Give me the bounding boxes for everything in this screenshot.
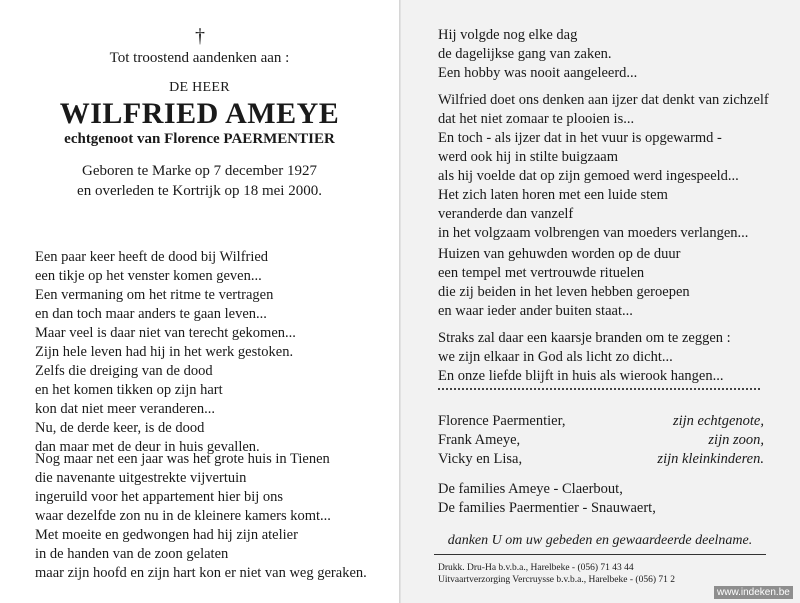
family-member-relation: zijn zoon, [708, 432, 764, 448]
family-member-name: Florence Paermentier, [438, 413, 566, 429]
watermark: www.indeken.be [714, 586, 793, 599]
verse-line: een tempel met vertrouwde rituelen [438, 265, 645, 281]
verse-line: dan maar met de deur in huis gevallen. [35, 439, 260, 455]
verse-line: En onze liefde blijft in huis als wierook hangen... [438, 368, 724, 384]
death-line: en overleden te Kortrijk op 18 mei 2000. [77, 183, 322, 199]
verse-line: maar zijn hoofd en zijn hart kon er niet van weg geraken. [35, 565, 367, 581]
verse-line: werd ook hij in stilte buigzaam [438, 149, 619, 165]
spouse-line: echtgenoot van Florence PAERMENTIER [64, 131, 335, 147]
verse-line: en het komen tikken op zijn hart [35, 382, 223, 398]
verse-line: Hij volgde nog elke dag [438, 27, 578, 43]
right-verse-1 [438, 26, 637, 83]
thanks-rule [434, 554, 766, 555]
verse-line: Een paar keer heeft de dood bij Wilfried [35, 249, 269, 265]
verse-line: Huizen van gehuwden worden op de duur [438, 246, 681, 262]
right-verse-4 [438, 329, 731, 386]
honorific: DE HEER [169, 80, 230, 95]
family-member-row [438, 413, 764, 432]
verse-line: Nu, de derde keer, is de dood [35, 420, 205, 436]
family-member-name: Frank Ameye, [438, 432, 521, 448]
verse-line: de dagelijkse gang van zaken. [438, 46, 612, 62]
verse-line: Straks zal daar een kaarsje branden om te zeggen : [438, 330, 731, 346]
right-verse-3 [438, 245, 690, 321]
families-line: De families Ameye - Claerbout, [438, 481, 623, 497]
verse-line: Een hobby was nooit aangeleerd... [438, 65, 638, 81]
verse-line: Nog maar net een jaar was het grote huis in Tienen [35, 451, 330, 467]
family-member-relation: zijn echtgenote, [672, 413, 764, 429]
verse-line: we zijn elkaar in God als licht zo dicht... [438, 349, 673, 365]
page-fold [399, 0, 401, 603]
verse-line: Zijn hele leven had hij in het werk gestoken. [35, 344, 294, 360]
left-verse-2 [35, 450, 367, 583]
left-page [0, 0, 399, 603]
verse-line: En toch - als ijzer dat in het vuur is opgewarmd - [438, 130, 722, 146]
verse-line: veranderde dan vanzelf [438, 206, 574, 222]
dotted-divider [438, 388, 760, 390]
family-member-name: Vicky en Lisa, [438, 451, 523, 467]
verse-line: kon dat niet meer veranderen... [35, 401, 215, 417]
cross-icon: † [195, 25, 205, 47]
family-member-relation: zijn kleinkinderen. [657, 451, 764, 467]
verse-line: een tikje op het venster komen geven... [35, 268, 262, 284]
intro-line: Tot troostend aandenken aan : [109, 50, 290, 66]
verse-line: in de handen van de zoon gelaten [35, 546, 229, 562]
verse-line: Zelfs die dreiging van de dood [35, 363, 213, 379]
verse-line: als hij voelde dat op zijn gemoed werd ingespeeld... [438, 168, 739, 184]
verse-line: Met moeite en gedwongen had hij zijn atelier [35, 527, 298, 543]
verse-line: Een vermaning om het ritme te vertragen [35, 287, 274, 303]
family-member-row [438, 432, 764, 451]
verse-line: die zij beiden in het leven hebben geroepen [438, 284, 690, 300]
families-line: De families Paermentier - Snauwaert, [438, 500, 656, 516]
verse-line: ingeruild voor het appartement hier bij ons [35, 489, 284, 505]
verse-line: Maar veel is daar niet van terecht gekomen... [35, 325, 296, 341]
thanks-line: danken U om uw gebeden en gewaardeerde deelname. [447, 533, 753, 548]
verse-line: waar dezelfde zon nu in de kleinere kamers komt... [35, 508, 331, 524]
verse-line: dat het niet zomaar te plooien is... [438, 111, 635, 127]
funeral-service-credit: Uitvaartverzorging Vercruysse b.v.b.a., Harelbeke - (056) 71 2 [438, 575, 675, 585]
birth-line: Geboren te Marke op 7 december 1927 [82, 163, 317, 179]
verse-line: Wilfried doet ons denken aan ijzer dat denkt van zichzelf [438, 92, 769, 108]
printer-credit: Drukk. Dru-Ha b.v.b.a., Harelbeke - (056) 71 43 44 [438, 563, 634, 573]
verse-line: Het zich laten horen met een luide stem [438, 187, 668, 203]
verse-line: en waar ieder ander buiten staat... [438, 303, 633, 319]
left-verse-1 [35, 248, 296, 457]
family-member-row [438, 451, 764, 470]
deceased-name: WILFRIED AMEYE [59, 97, 340, 130]
verse-line: die navenante uitgestrekte vijvertuin [35, 470, 247, 486]
verse-line: in het volgzaam volbrengen van moeders verlangen... [438, 225, 749, 241]
right-verse-2 [438, 91, 769, 243]
verse-line: en dan toch maar anders te gaan leven... [35, 306, 267, 322]
